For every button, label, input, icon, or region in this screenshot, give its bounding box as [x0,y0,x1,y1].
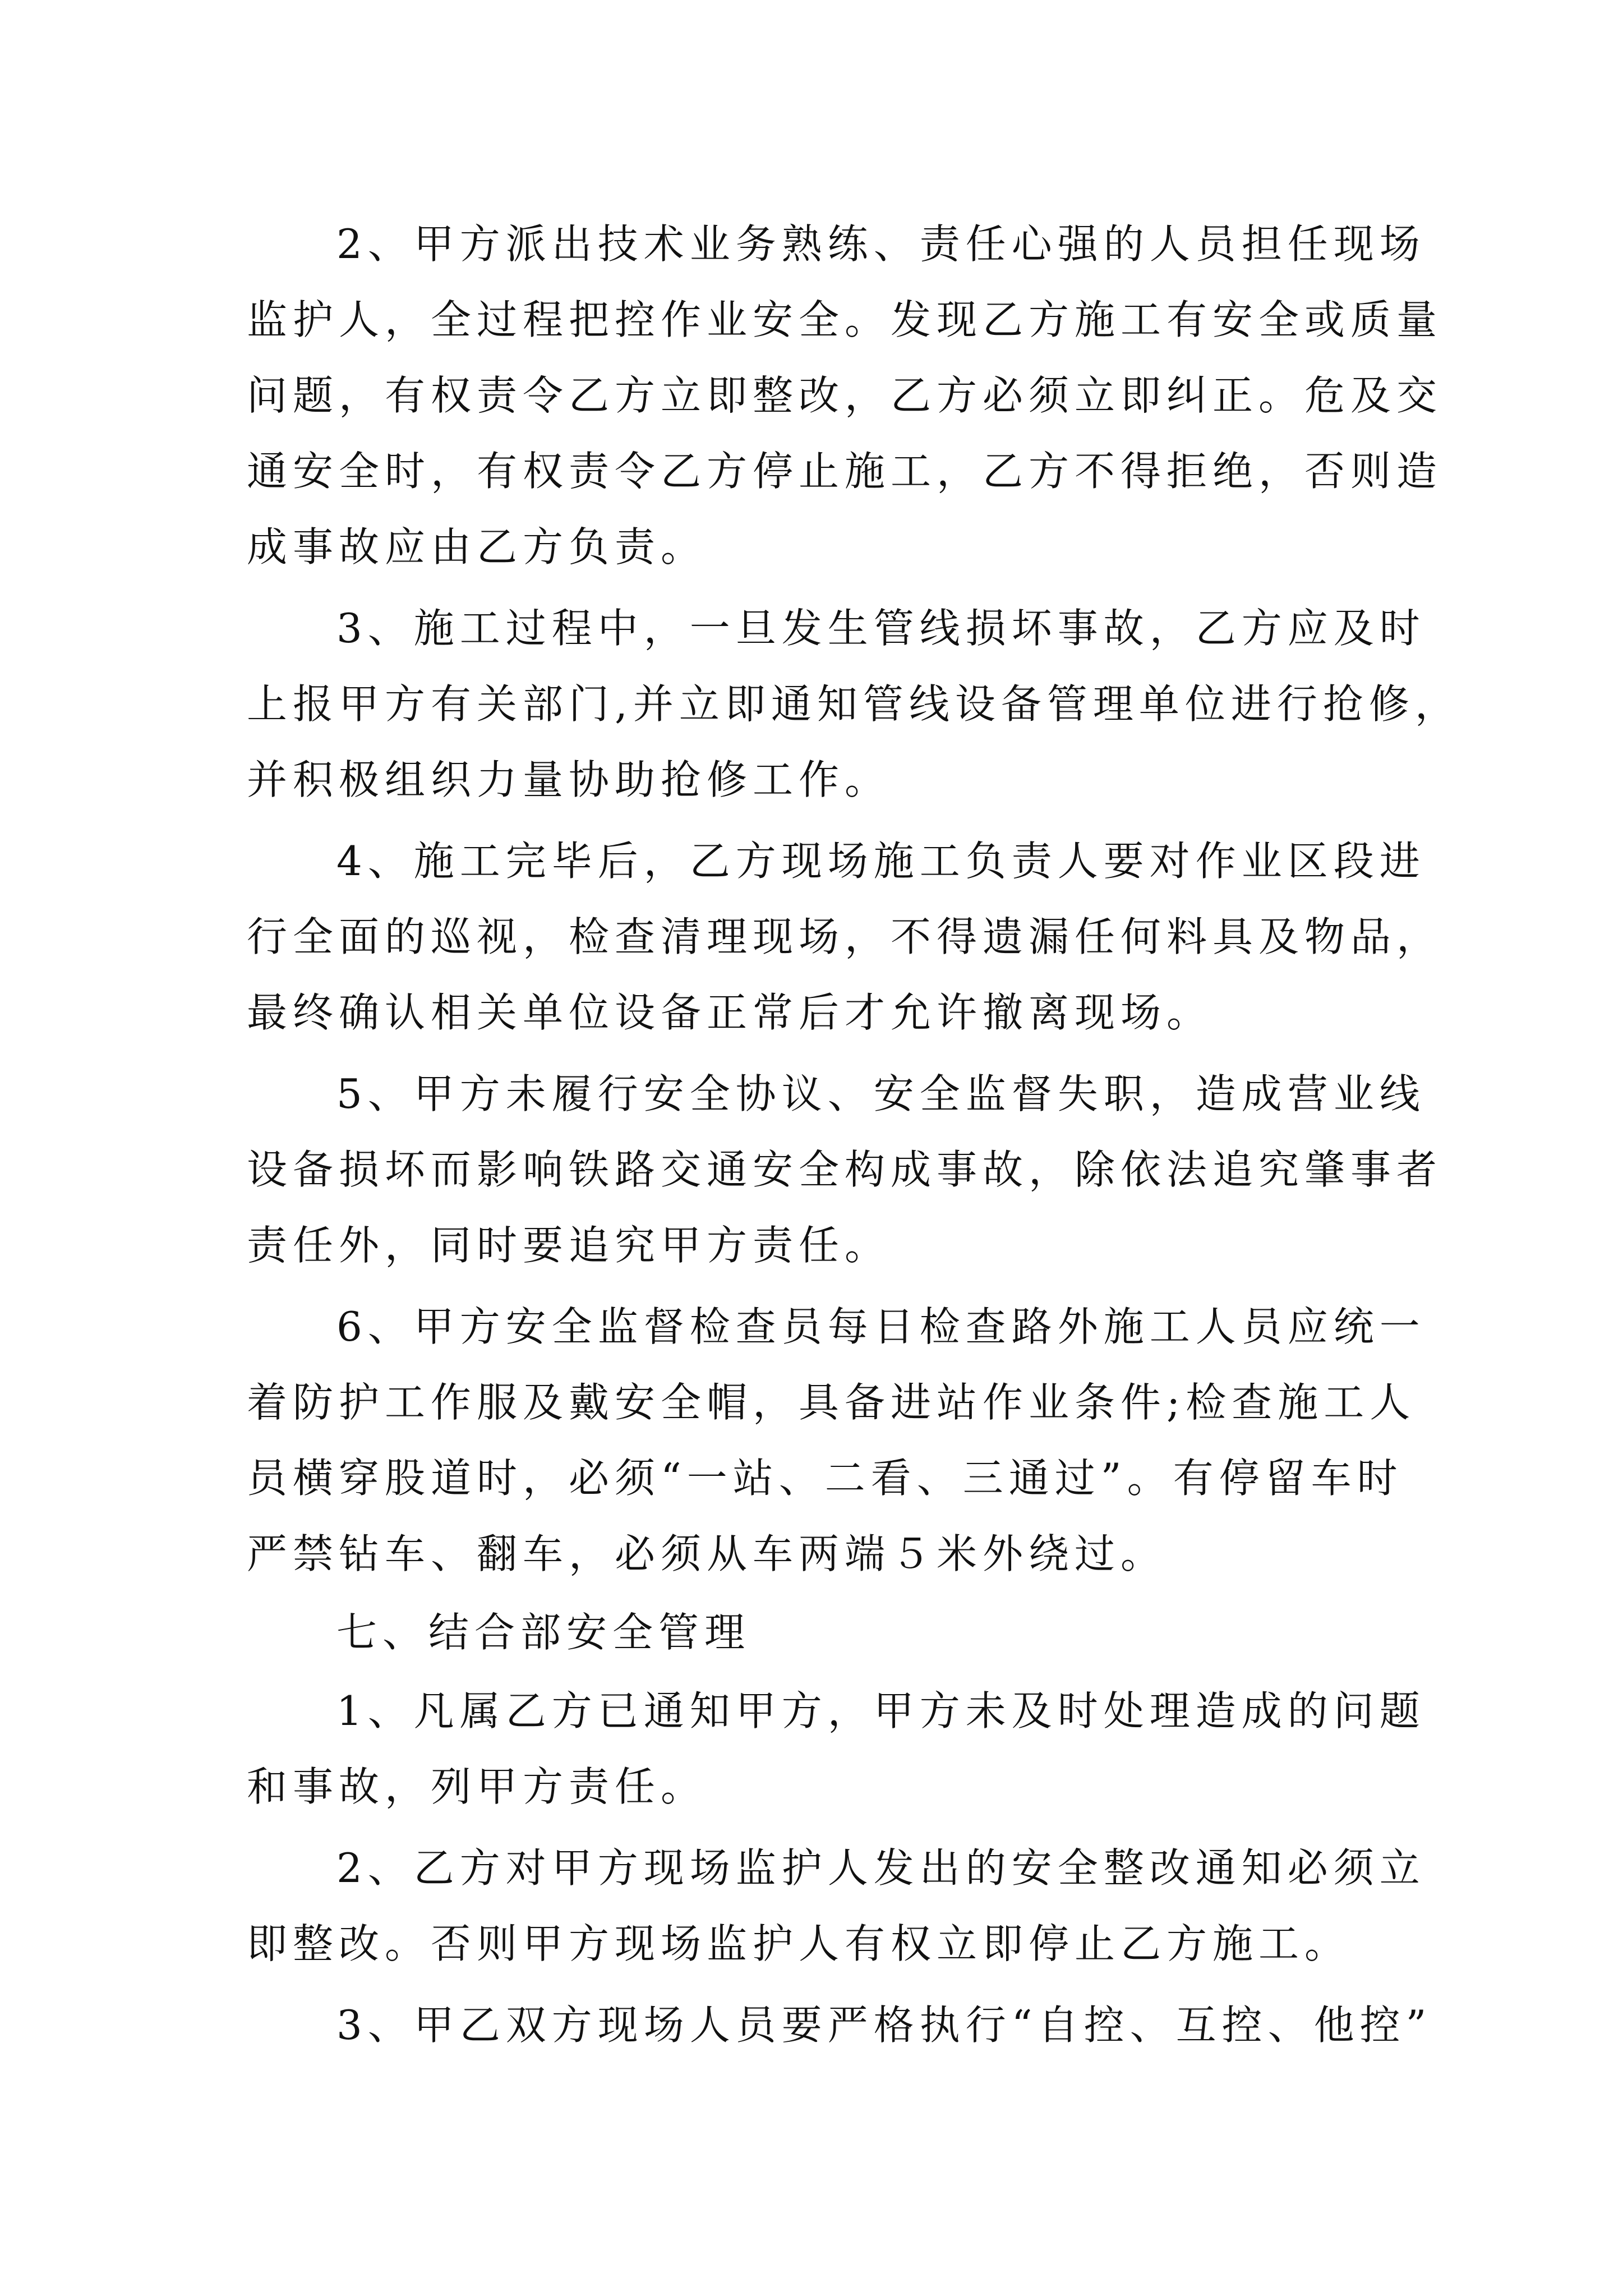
text-line: 问题，有权责令乙方立即整改，乙方必须立即纠正。危及交 [247,372,1443,419]
text-line: 最终确认相关单位设备正常后才允许撤离现场。 [247,989,1213,1036]
text-line: 6、甲方安全监督检查员每日检查路外施工人员应统一 [336,1303,1426,1350]
text-line: 设备损坏而影响铁路交通安全构成事故，除依法追究肇事者 [247,1146,1443,1193]
text-line: 和事故，列甲方责任。 [247,1763,707,1810]
text-line: 监护人，全过程把控作业安全。发现乙方施工有安全或质量 [247,296,1443,343]
text-line: 责任外，同时要追究甲方责任。 [247,1222,891,1269]
text-line: 通安全时，有权责令乙方停止施工，乙方不得拒绝，否则造 [247,448,1443,495]
text-line: 即整改。否则甲方现场监护人有权立即停止乙方施工。 [247,1920,1351,1967]
section-heading: 七、结合部安全管理 [336,1609,751,1656]
text-line: 2、乙方对甲方现场监护人发出的安全整改通知必须立 [336,1844,1426,1892]
text-line: 5、甲方未履行安全协议、安全监督失职，造成营业线 [336,1070,1426,1117]
text-line: 着防护工作服及戴安全帽，具备进站作业条件;检查施工人 [247,1379,1416,1426]
text-line: 2、甲方派出技术业务熟练、责任心强的人员担任现场 [336,220,1426,268]
text-line: 成事故应由乙方负责。 [247,523,707,570]
text-line: 1、凡属乙方已通知甲方，甲方未及时处理造成的问题 [336,1687,1426,1734]
text-line: 3、施工过程中，一旦发生管线损坏事故，乙方应及时 [336,605,1426,652]
text-line: 4、施工完毕后，乙方现场施工负责人要对作业区段进 [336,838,1426,885]
text-line: 行全面的巡视，检查清理现场，不得遗漏任何料具及物品， [247,913,1443,960]
text-line: 员横穿股道时，必须“一站、二看、三通过”。有停留车时 [247,1455,1403,1502]
text-line: 上报甲方有关部门,并立即通知管线设备管理单位进行抢修， [247,680,1461,728]
text-line: 严禁钻车、翻车，必须从车两端５米外绕过。 [247,1530,1167,1577]
text-line: 3、甲乙双方现场人员要严格执行“自控、互控、他控” [336,2001,1432,2049]
text-line: 并积极组织力量协助抢修工作。 [247,756,891,803]
